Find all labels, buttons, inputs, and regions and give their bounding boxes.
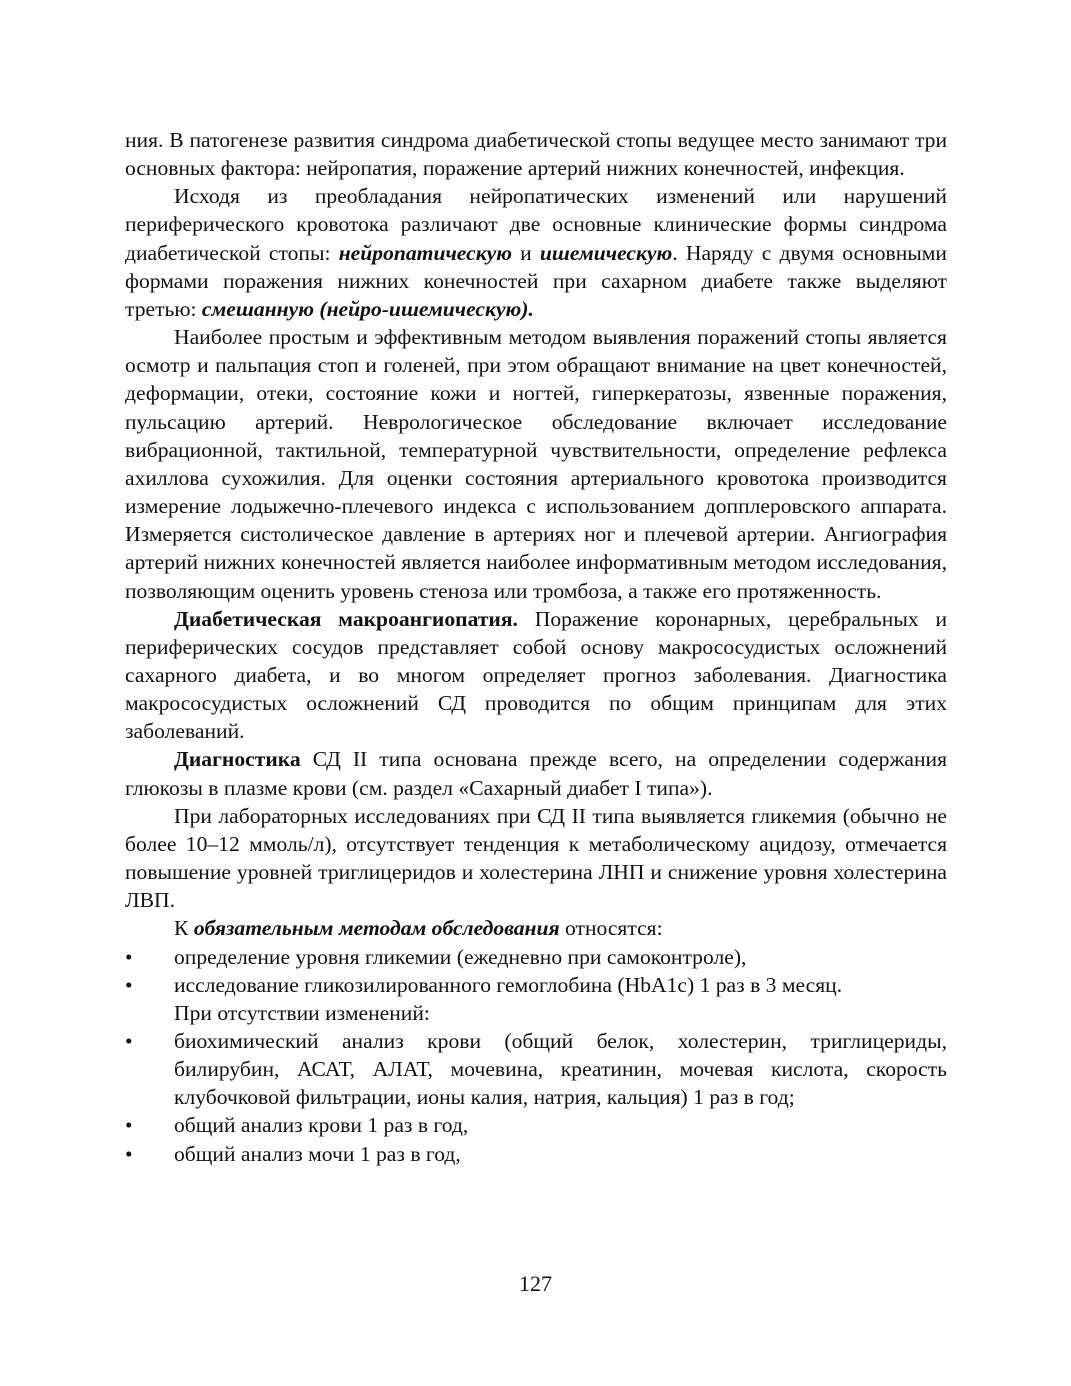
heading-diagnostics: Диагностика [174, 747, 301, 772]
bullet-icon: • [125, 944, 133, 969]
bullet-icon: • [125, 972, 133, 997]
list-item [125, 1140, 947, 1168]
list-item-text: определение уровня гликемии (ежедневно при самоконтроле), [174, 944, 747, 969]
list-continuation: При отсутствии изменений: [174, 1000, 430, 1025]
paragraph-7 [125, 914, 947, 942]
page-body [125, 126, 947, 1168]
bullet-icon: • [125, 1029, 133, 1053]
paragraph-4 [125, 605, 947, 746]
list-item-text: общий анализ мочи 1 раз в год, [174, 1141, 461, 1166]
paragraph-7-text-end: относятся: [559, 916, 663, 941]
paragraph-7-text: К [174, 916, 194, 941]
paragraph-5-text: СД II типа основана прежде всего, на определении содержания глюкозы в плазме крови (см. раздел «Сахарный диабет I типа»). [125, 747, 947, 800]
emphasis-mandatory-methods: обязательным методам обследования [193, 916, 560, 941]
list-item [125, 1111, 947, 1139]
list-item [125, 971, 947, 999]
list-item-text: биохимический анализ крови (общий белок, холестерин, триглицериды, билирубин, АСАТ, АЛАТ, мочевина, креатинин, мочевая кислота, скорость клубочковой фильтрации, ионы калия, натрия, кальция) 1 раз в год; [174, 1029, 947, 1110]
emphasis-ischemic: ишемическую [539, 240, 673, 265]
emphasis-mixed: смешанную (нейро-ишемическую). [201, 296, 534, 321]
bullet-icon: • [125, 1141, 133, 1166]
list-item [125, 943, 947, 971]
list-item-text: исследование гликозилированного гемоглобина (HbA1c) 1 раз в 3 месяц. [174, 972, 843, 997]
list-item [125, 1027, 947, 1111]
paragraph-6: При лабораторных исследованиях при СД II типа выявляется гликемия (обычно не более 10–12 ммоль/л), отсутствует тенденция к метаболическому ацидозу, отмечается повышение уровней триглицеридов и холестерина ЛНП и снижение уровня холестерина ЛВП. [125, 803, 947, 913]
paragraph-1: ния. В патогенезе развития синдрома диабетической стопы ведущее место занимают три основных фактора: нейропатия, поражение артерий нижних конечностей, инфекция. [125, 128, 947, 181]
paragraph-2 [125, 182, 947, 323]
emphasis-neuropathic: нейропатическую [338, 240, 512, 265]
paragraph-3: Наиболее простым и эффективным методом выявления поражений стопы является осмотр и пальпация стоп и голеней, при этом обращают внимание на цвет конечностей, деформации, отеки, состояние кожи и ногтей, гиперкератозы, язвенные поражения, пульсацию артерий. Неврологическое обследование включает исследование вибрационной, тактильной, температурной чувствительности, определение рефлекса ахиллова сухожилия. Для оценки состояния артериального кровотока производится измерение лодыжечно-плечевого индекса с использованием допплеровского аппарата. Измеряется систолическое давление в артериях ног и плечевой артерии. Ангиография артерий нижних конечностей является наиболее информативным методом исследования, позволяющим оценить уровень стеноза или тромбоза, а также его протяженность. [125, 325, 947, 603]
heading-macroangiopathy: Диабетическая макроангиопатия. [174, 606, 518, 631]
bullet-icon: • [125, 1113, 133, 1138]
paragraph-5 [125, 745, 947, 801]
paragraph-2-text-and: и [512, 240, 540, 265]
paragraph-4-text: Поражение коронарных, церебральных и периферических сосудов представляет собой основу макрососудистых осложнений сахарного диабета, и во многом определяет прогноз заболевания. Диагностика макрососудистых осложнений СД проводится по общим принципам для этих заболеваний. [125, 606, 948, 744]
page-number: 127 [519, 1271, 552, 1296]
paragraph-2-text: Исходя из преобладания нейропатических изменений или нарушений периферического кровотока различают две основные клинические формы синдрома диабетической стопы: [125, 184, 947, 265]
list-item-text: общий анализ крови 1 раз в год, [174, 1113, 469, 1138]
paragraph-2-text-cont: . Наряду с двумя основными формами поражения нижних конечностей при сахарном диабете также выделяют третью: [125, 240, 947, 321]
